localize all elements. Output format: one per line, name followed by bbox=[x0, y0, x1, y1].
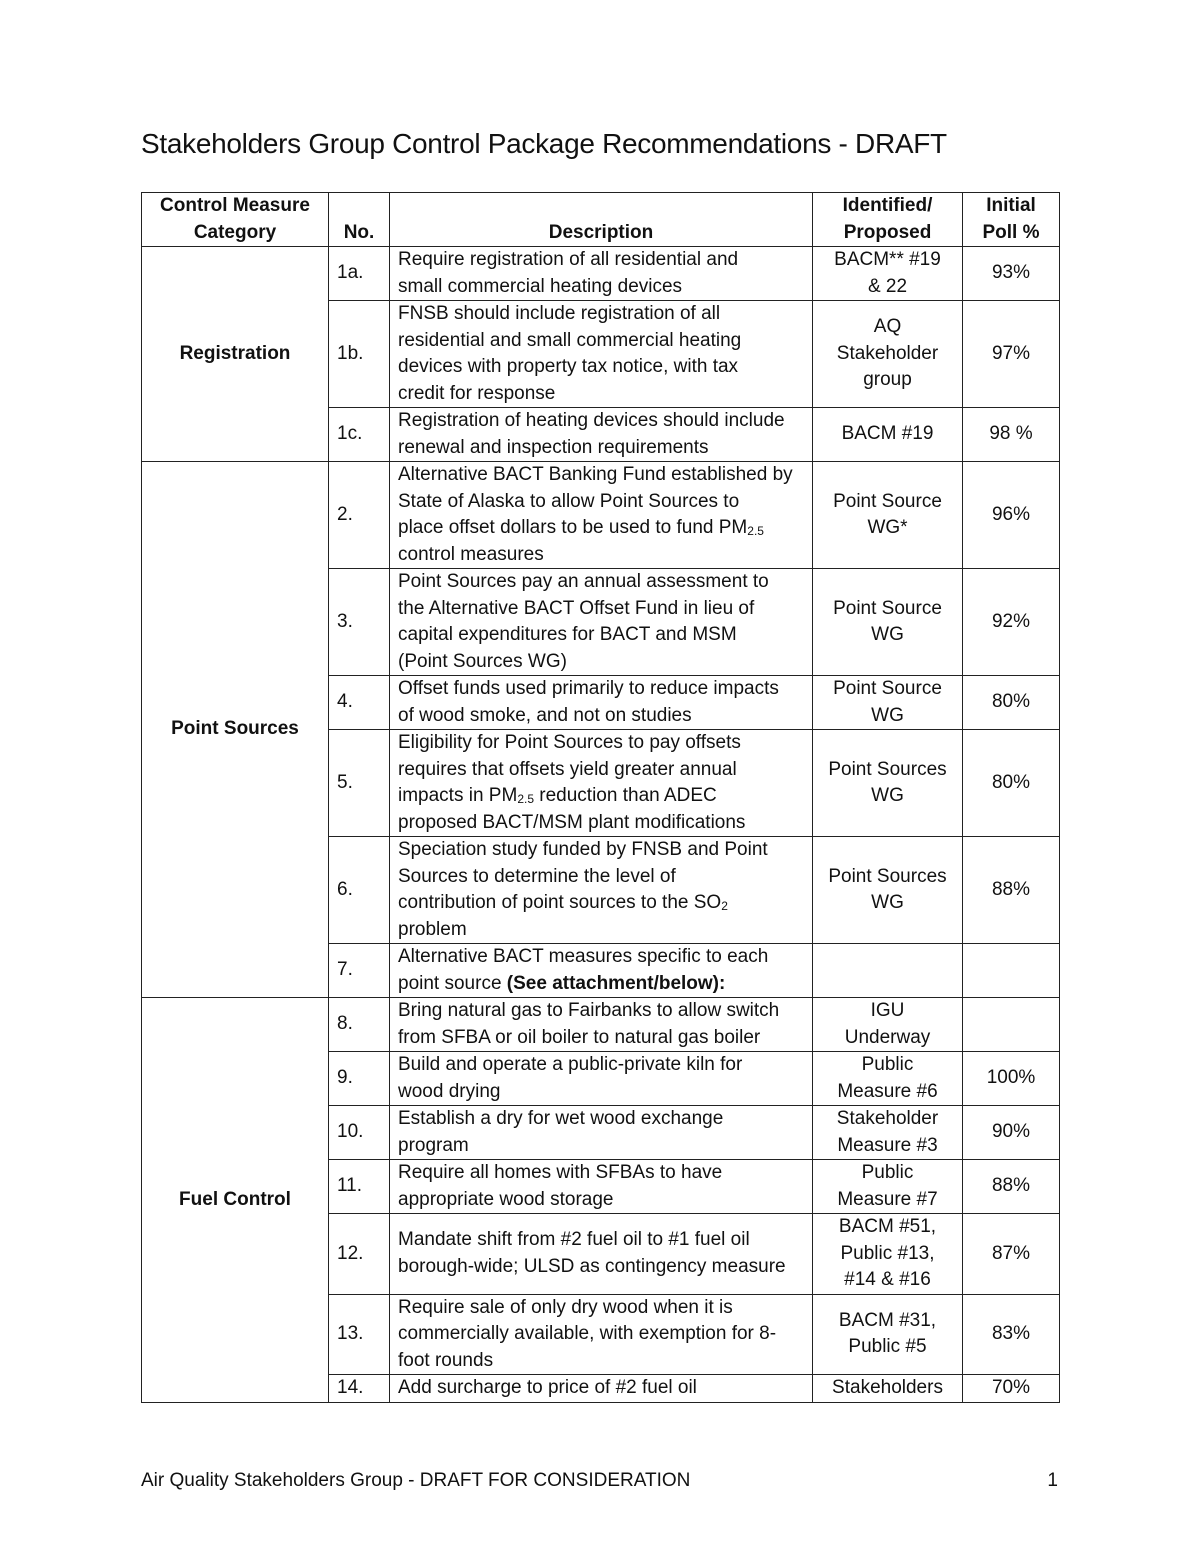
row-number: 13. bbox=[329, 1294, 390, 1375]
table-row bbox=[142, 998, 1060, 1052]
desc-line: (Point Sources WG) bbox=[398, 650, 567, 672]
row-number: 8. bbox=[329, 998, 390, 1052]
row-identified bbox=[813, 1214, 963, 1295]
row-description bbox=[390, 408, 813, 462]
page-number: 1 bbox=[1047, 1470, 1058, 1491]
row-poll: 70% bbox=[963, 1375, 1060, 1403]
desc-line: foot rounds bbox=[398, 1349, 494, 1371]
desc-line: devices with property tax notice, with tax bbox=[398, 356, 739, 377]
row-identified bbox=[813, 837, 963, 944]
row-identified bbox=[813, 408, 963, 462]
row-identified bbox=[813, 301, 963, 408]
desc-line: Add surcharge to price of #2 fuel oil bbox=[398, 1377, 697, 1398]
ident-line: Measure #3 bbox=[837, 1134, 938, 1156]
ident-line: & 22 bbox=[867, 275, 908, 297]
ident-line: WG* bbox=[867, 517, 908, 538]
header-no: No. bbox=[329, 193, 390, 247]
desc-line: of wood smoke, and not on studies bbox=[398, 704, 692, 726]
row-description bbox=[390, 676, 813, 730]
desc-line: renewal and inspection requirements bbox=[398, 436, 709, 458]
row-description bbox=[390, 1106, 813, 1160]
row-number: 5. bbox=[329, 730, 390, 837]
ident-line: Point Source bbox=[833, 597, 942, 619]
row-description bbox=[390, 837, 813, 944]
ident-line: Stakeholders bbox=[832, 1377, 943, 1398]
row-number: 1b. bbox=[329, 301, 390, 408]
header-row bbox=[142, 193, 1060, 247]
row-number: 11. bbox=[329, 1160, 390, 1214]
desc-line: Require sale of only dry wood when it is bbox=[398, 1296, 733, 1318]
desc-line: Alternative BACT Banking Fund established by bbox=[398, 464, 793, 485]
ident-line: Public bbox=[861, 1162, 914, 1183]
desc-line: capital expenditures for BACT and MSM bbox=[398, 624, 737, 645]
row-number: 14. bbox=[329, 1375, 390, 1403]
row-description bbox=[390, 1294, 813, 1375]
desc-line: contribution of point sources to the SO bbox=[398, 892, 722, 913]
header-category-line1: Control Measure bbox=[160, 195, 310, 216]
row-poll: 80% bbox=[963, 676, 1060, 730]
row-identified bbox=[813, 1052, 963, 1106]
subscript: 2 bbox=[721, 899, 728, 913]
desc-line: Sources to determine the level of bbox=[398, 865, 676, 887]
row-poll: 92% bbox=[963, 569, 1060, 676]
row-number: 12. bbox=[329, 1214, 390, 1295]
header-poll bbox=[963, 193, 1060, 247]
row-identified bbox=[813, 1160, 963, 1214]
row-description bbox=[390, 247, 813, 301]
row-identified bbox=[813, 676, 963, 730]
row-identified bbox=[813, 730, 963, 837]
desc-line: impacts in PM bbox=[398, 785, 518, 806]
desc-line: the Alternative BACT Offset Fund in lieu of bbox=[398, 597, 755, 619]
ident-line: Public #13, bbox=[840, 1242, 935, 1264]
desc-line: requires that offsets yield greater annual bbox=[398, 758, 737, 780]
desc-line: FNSB should include registration of all bbox=[398, 303, 721, 324]
row-identified bbox=[813, 944, 963, 998]
row-poll: 100% bbox=[963, 1052, 1060, 1106]
row-poll: 80% bbox=[963, 730, 1060, 837]
row-description bbox=[390, 569, 813, 676]
desc-line: small commercial heating devices bbox=[398, 275, 683, 297]
row-description bbox=[390, 730, 813, 837]
ident-line: BACM #19 bbox=[841, 423, 934, 445]
row-description bbox=[390, 1214, 813, 1295]
header-category bbox=[142, 193, 329, 247]
row-poll bbox=[963, 944, 1060, 998]
desc-line: reduction than ADEC bbox=[534, 785, 717, 806]
row-identified bbox=[813, 1294, 963, 1375]
recommendations-table bbox=[141, 192, 1060, 1403]
row-description bbox=[390, 944, 813, 998]
header-poll-line2: Poll % bbox=[982, 221, 1040, 243]
table-row bbox=[142, 247, 1060, 301]
row-description bbox=[390, 462, 813, 569]
row-poll: 90% bbox=[963, 1106, 1060, 1160]
row-poll: 87% bbox=[963, 1214, 1060, 1295]
ident-line: WG bbox=[871, 704, 904, 726]
desc-line: Require registration of all residential and bbox=[398, 249, 739, 270]
header-identified-line2: Proposed bbox=[843, 221, 932, 243]
desc-line: Bring natural gas to Fairbanks to allow switch bbox=[398, 1000, 780, 1021]
row-number: 4. bbox=[329, 676, 390, 730]
desc-line: State of Alaska to allow Point Sources to bbox=[398, 490, 740, 512]
ident-line: BACM #51, bbox=[838, 1216, 937, 1237]
row-poll: 88% bbox=[963, 837, 1060, 944]
category-point-sources: Point Sources bbox=[142, 462, 329, 998]
table-row bbox=[142, 462, 1060, 569]
ident-line: Measure #6 bbox=[837, 1080, 938, 1102]
ident-line: WG bbox=[871, 892, 904, 913]
ident-line: BACM** #19 bbox=[834, 249, 941, 270]
desc-line: from SFBA or oil boiler to natural gas boiler bbox=[398, 1026, 761, 1048]
category-fuel-control: Fuel Control bbox=[142, 998, 329, 1403]
header-poll-line1: Initial bbox=[986, 195, 1036, 216]
subscript: 2.5 bbox=[747, 524, 764, 538]
desc-line: Build and operate a public-private kiln for bbox=[398, 1054, 743, 1075]
header-description: Description bbox=[390, 193, 813, 247]
row-poll: 93% bbox=[963, 247, 1060, 301]
row-number: 6. bbox=[329, 837, 390, 944]
desc-line: place offset dollars to be used to fund PM bbox=[398, 517, 748, 538]
row-identified bbox=[813, 998, 963, 1052]
header-identified bbox=[813, 193, 963, 247]
desc-line: residential and small commercial heating bbox=[398, 329, 742, 351]
header-category-line2: Category bbox=[193, 221, 277, 243]
footer-text: Air Quality Stakeholders Group - DRAFT FOR CONSIDERATION bbox=[141, 1470, 691, 1491]
row-number: 1c. bbox=[329, 408, 390, 462]
desc-line: Establish a dry for wet wood exchange bbox=[398, 1108, 724, 1129]
row-description bbox=[390, 1375, 813, 1403]
ident-line: BACM #31, bbox=[838, 1309, 937, 1331]
row-identified bbox=[813, 1375, 963, 1403]
desc-line: Eligibility for Point Sources to pay offsets bbox=[398, 732, 741, 753]
desc-line: appropriate wood storage bbox=[398, 1188, 614, 1210]
ident-line: WG bbox=[871, 624, 904, 645]
ident-line: Measure #7 bbox=[837, 1188, 938, 1210]
row-poll: 97% bbox=[963, 301, 1060, 408]
row-poll: 96% bbox=[963, 462, 1060, 569]
ident-line: Point Source bbox=[833, 490, 942, 512]
row-identified bbox=[813, 1106, 963, 1160]
ident-line: group bbox=[863, 369, 912, 391]
desc-line: Speciation study funded by FNSB and Point bbox=[398, 839, 768, 860]
row-number: 2. bbox=[329, 462, 390, 569]
row-number: 7. bbox=[329, 944, 390, 998]
desc-line: proposed BACT/MSM plant modifications bbox=[398, 811, 746, 833]
ident-line: WG bbox=[871, 785, 904, 806]
desc-line: wood drying bbox=[398, 1080, 501, 1102]
row-identified bbox=[813, 247, 963, 301]
desc-line: point source bbox=[398, 972, 507, 994]
ident-line: Point Sources bbox=[828, 758, 947, 780]
ident-line: Point Sources bbox=[828, 865, 947, 887]
row-description bbox=[390, 1160, 813, 1214]
desc-line: problem bbox=[398, 918, 467, 940]
ident-line: Point Source bbox=[833, 678, 942, 699]
desc-line: Mandate shift from #2 fuel oil to #1 fuel oil bbox=[398, 1229, 750, 1251]
row-identified bbox=[813, 569, 963, 676]
row-poll: 98 % bbox=[963, 408, 1060, 462]
desc-line: credit for response bbox=[398, 382, 556, 404]
desc-line: Offset funds used primarily to reduce impacts bbox=[398, 678, 779, 699]
header-identified-line1: Identified/ bbox=[842, 195, 933, 216]
ident-line: Public #5 bbox=[848, 1336, 927, 1358]
row-description bbox=[390, 1052, 813, 1106]
row-description bbox=[390, 301, 813, 408]
subscript: 2.5 bbox=[517, 792, 534, 806]
row-number: 10. bbox=[329, 1106, 390, 1160]
row-number: 3. bbox=[329, 569, 390, 676]
ident-line: Stakeholder bbox=[836, 1108, 939, 1129]
desc-line: Require all homes with SFBAs to have bbox=[398, 1162, 723, 1183]
row-number: 9. bbox=[329, 1052, 390, 1106]
category-registration: Registration bbox=[142, 247, 329, 462]
document-title: Stakeholders Group Control Package Recommendations - DRAFT bbox=[141, 128, 947, 159]
desc-bold-text: (See attachment/below): bbox=[506, 972, 726, 994]
ident-line: IGU bbox=[870, 1000, 905, 1021]
ident-line: AQ bbox=[873, 316, 902, 338]
desc-line: control measures bbox=[398, 543, 544, 565]
row-poll bbox=[963, 998, 1060, 1052]
ident-line: Stakeholder bbox=[836, 342, 939, 364]
ident-line: Underway bbox=[844, 1026, 931, 1048]
desc-line: program bbox=[398, 1134, 469, 1156]
desc-line: Registration of heating devices should include bbox=[398, 410, 785, 431]
desc-line: Alternative BACT measures specific to each bbox=[398, 946, 769, 967]
desc-line: commercially available, with exemption for 8- bbox=[398, 1323, 777, 1344]
row-poll: 88% bbox=[963, 1160, 1060, 1214]
row-number: 1a. bbox=[329, 247, 390, 301]
row-identified bbox=[813, 462, 963, 569]
row-description bbox=[390, 998, 813, 1052]
desc-line: Point Sources pay an annual assessment to bbox=[398, 571, 769, 592]
ident-line: #14 & #16 bbox=[844, 1269, 931, 1290]
ident-line: Public bbox=[861, 1054, 914, 1075]
desc-line: borough-wide; ULSD as contingency measure bbox=[398, 1255, 786, 1277]
row-poll: 83% bbox=[963, 1294, 1060, 1375]
